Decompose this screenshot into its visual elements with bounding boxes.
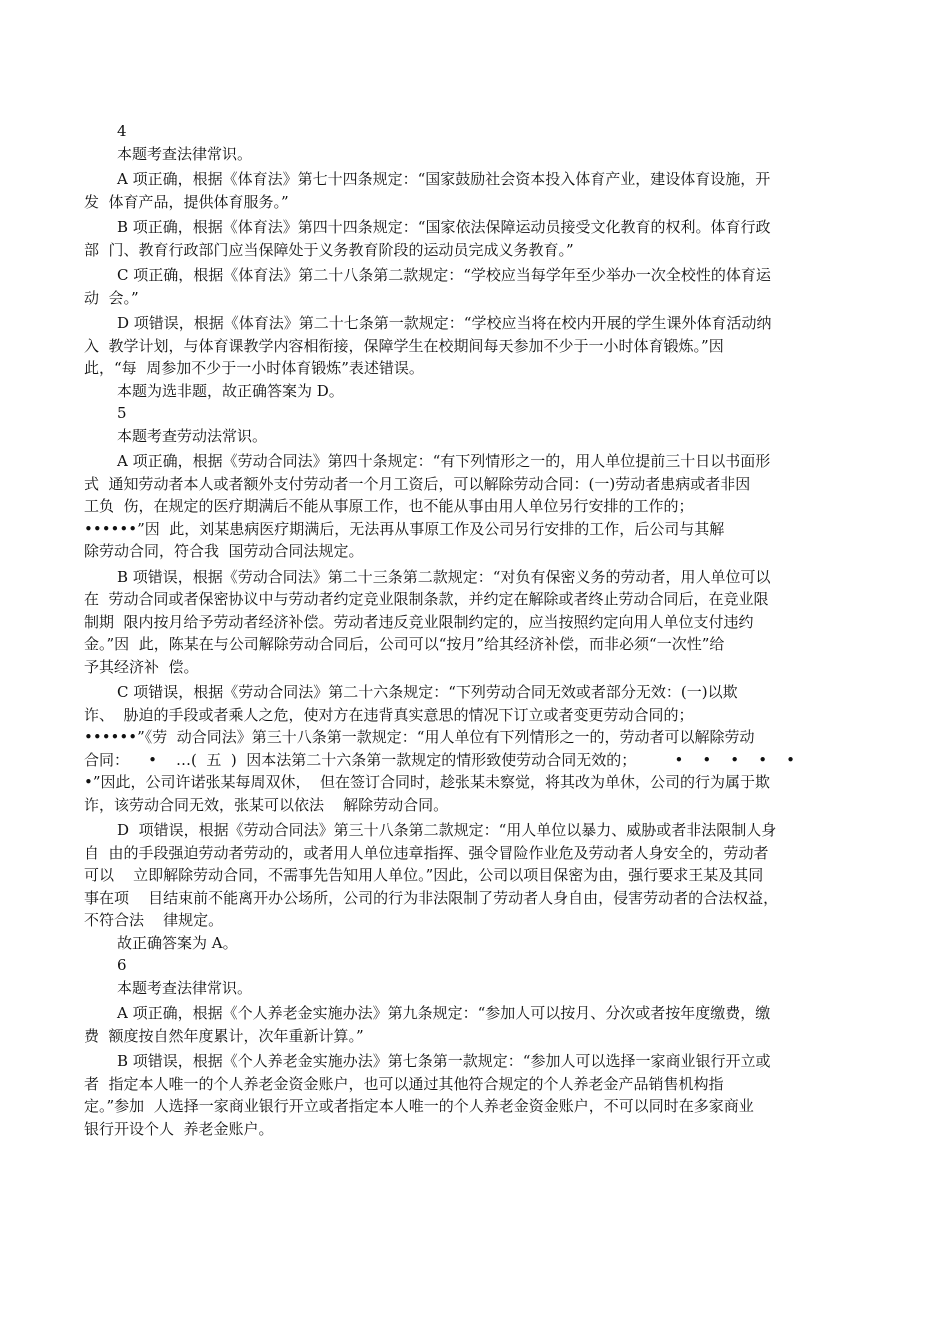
text-line: 诈，该劳动合同无效，张某可以依法 解除劳动合同。 xyxy=(84,795,449,814)
paragraph xyxy=(84,312,866,380)
text-line: B 项错误，根据《个人养老金实施办法》第七条第一款规定：“参加人可以选择一家商业银行开立或 xyxy=(117,1052,771,1070)
section-5 xyxy=(84,402,866,954)
text-line: 银行开设个人 养老金账户。 xyxy=(84,1119,274,1138)
text-line: 除劳动合同，符合我 国劳动合同法规定。 xyxy=(84,542,364,560)
text-line: B 项正确，根据《体育法》第四十四条规定：“国家依法保障运动员接受文化教育的权利。体育行政 xyxy=(117,218,771,236)
paragraph xyxy=(84,450,866,563)
text-line: 入 教学计划，与体育课教学内容相衔接，保障学生在校期间每天参加不少于一小时体育锻炼。”因 xyxy=(84,336,724,355)
text-line: 予其经济补 偿。 xyxy=(84,657,199,676)
paragraph xyxy=(84,216,866,261)
section-number: 4 xyxy=(117,122,127,140)
text-line: 不符合法 律规定。 xyxy=(84,911,224,929)
text-line: 发 体育产品，提供体育服务。” xyxy=(84,192,289,211)
text-line: A 项正确，根据《体育法》第七十四条规定：“国家鼓励社会资本投入体育产业，建设体育设施，开 xyxy=(117,170,771,188)
text-line: 者 指定本人唯一的个人养老金资金账户，也可以通过其他符合规定的个人养老金产品销售机构指 xyxy=(84,1074,724,1093)
text-line: ••••••”因 此，刘某患病医疗期满后，无法再从事原工作及公司另行安排的工作，后公司与其解 xyxy=(84,519,725,538)
section-4 xyxy=(84,120,866,402)
answer-line: 本题为选非题，故正确答案为 D。 xyxy=(117,381,344,400)
section-number: 6 xyxy=(117,956,127,974)
paragraph xyxy=(84,681,866,816)
text-line: 定。”参加 人选择一家商业银行开立或者指定本人唯一的个人养老金资金账户，不可以同时在多家商业 xyxy=(84,1097,754,1115)
paragraph xyxy=(84,380,866,403)
text-line: A 项正确，根据《劳动合同法》第四十条规定：“有下列情形之一的，用人单位提前三十日以书面形 xyxy=(117,452,771,470)
text-line: 费 额度按自然年度累计，次年重新计算。” xyxy=(84,1026,364,1045)
text-line: 可以 立即解除劳动合同，不需事先告知用人单位。”因此，公司以项目保密为由，强行要求王某及其同 xyxy=(84,866,764,884)
paragraph xyxy=(84,977,866,1000)
text-line: 工负 伤，在规定的医疗期满后不能从事原工作，也不能从事由用人单位另行安排的工作的； xyxy=(84,497,694,515)
text-line: 本题考查法律常识。 xyxy=(117,144,253,163)
text-line: 式 通知劳动者本人或者额外支付劳动者一个月工资后，可以解除劳动合同：(一)劳动者患病或者非因 xyxy=(84,474,751,493)
text-line: D 项错误，根据《体育法》第二十七条第一款规定：“学校应当将在校内开展的学生课外体育活动纳 xyxy=(117,314,772,332)
text-line: 事在项 目结束前不能离开办公场所，公司的行为非法限制了劳动者人身自由，侵害劳动者的合法权益， xyxy=(84,888,779,907)
text-line: D 项错误，根据《劳动合同法》第三十八条第二款规定：“用人单位以暴力、威胁或者非法限制人身 xyxy=(117,821,777,839)
text-line: C 项错误，根据《劳动合同法》第二十六条规定：“下列劳动合同无效或者部分无效：(一)以欺 xyxy=(117,683,738,701)
section-6 xyxy=(84,954,866,1140)
paragraph xyxy=(84,566,866,679)
text-line: 此，“每 周参加不少于一小时体育锻炼”表述错误。 xyxy=(84,359,424,377)
paragraph xyxy=(84,168,866,213)
section-number: 5 xyxy=(117,404,127,422)
answer-line: 故正确答案为 A。 xyxy=(117,933,238,952)
text-line: 金。”因 此，陈某在与公司解除劳动合同后，公司可以“按月”给其经济补偿，而非必须“一次性”给 xyxy=(84,635,725,653)
text-line: 本题考查法律常识。 xyxy=(117,978,253,997)
text-line: 部 门、教育行政部门应当保障处于义务教育阶段的运动员完成义务教育。” xyxy=(84,240,574,259)
text-line: 在 劳动合同或者保密协议中与劳动者约定竞业限制条款，并约定在解除或者终止劳动合同后，在竞业限 xyxy=(84,590,769,608)
text-line: 本题考查劳动法常识。 xyxy=(117,426,268,445)
text-line: C 项正确，根据《体育法》第二十八条第二款规定：“学校应当每学年至少举办一次全校性的体育运 xyxy=(117,266,771,284)
paragraph xyxy=(84,1002,866,1047)
text-line: B 项错误，根据《劳动合同法》第二十三条第二款规定：“对负有保密义务的劳动者，用人单位可以 xyxy=(117,567,771,586)
paragraph xyxy=(84,425,866,448)
text-line: ••••••”《劳 动合同法》第三十八条第一款规定：“用人单位有下列情形之一的，劳动者可以解除劳动 xyxy=(84,728,755,746)
document-page xyxy=(84,120,866,1140)
paragraph xyxy=(84,932,866,955)
text-line: 制期 限内按月给予劳动者经济补偿。劳动者违反竞业限制约定的，应当按照约定向用人单位支付违约 xyxy=(84,612,754,631)
text-line: 诈、 胁迫的手段或者乘人之危，使对方在违背真实意思的情况下订立或者变更劳动合同的； xyxy=(84,705,694,724)
paragraph xyxy=(84,819,866,932)
text-line: 自 由的手段强迫劳动者劳动的，或者用人单位违章指挥、强令冒险作业危及劳动者人身安全的，劳动者 xyxy=(84,843,769,862)
text-line: •”因此，公司许诺张某每周双休， 但在签订合同时，趁张某未察觉，将其改为单休，公司的行为属于欺 xyxy=(84,773,771,791)
text-line: 动 会。” xyxy=(84,288,139,307)
paragraph xyxy=(84,264,866,309)
paragraph xyxy=(84,1050,866,1140)
text-line: A 项正确，根据《个人养老金实施办法》第九条规定：“参加人可以按月、分次或者按年度缴费，缴 xyxy=(117,1004,771,1022)
text-line: 合同： • …( 五 ) 因本法第二十六条第一款规定的情形致使劳动合同无效的； • • • • • xyxy=(84,750,795,769)
paragraph xyxy=(84,143,866,166)
